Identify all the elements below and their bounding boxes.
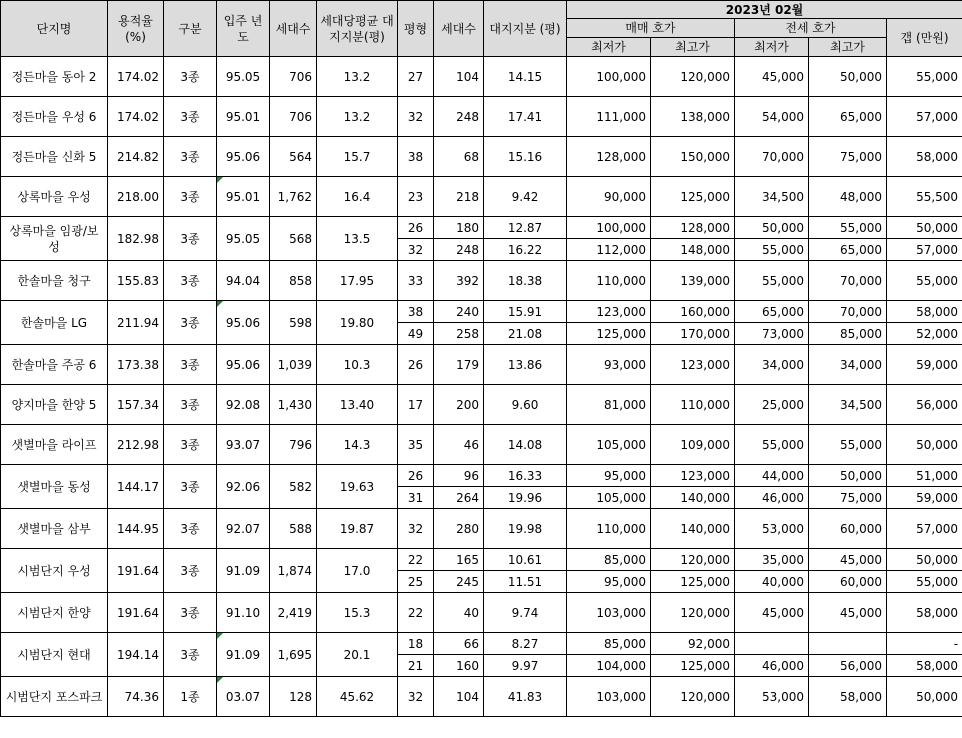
sale-max-cell: 120,000 [651,593,735,633]
pyeong-cell: 22 [398,593,434,633]
zone-cell: 3종 [164,217,217,261]
gap-cell: 55,000 [887,261,962,301]
sale-max-cell: 120,000 [651,677,735,717]
sale-min-cell: 81,000 [567,385,651,425]
header-far: 용적율 (%) [108,1,164,57]
far-cell: 214.82 [108,137,164,177]
zone-cell: 3종 [164,177,217,217]
year-cell: 91.10 [217,593,270,633]
header-households: 세대수 [270,1,317,57]
year-cell: 94.04 [217,261,270,301]
year-cell: 91.09 [217,633,270,677]
header-avg-land: 세대당평균 대지지분(평) [317,1,398,57]
avg-land-cell: 45.62 [317,677,398,717]
complex-name: 샛별마을 동성 [1,465,108,509]
pyeong-cell: 18 [398,633,434,655]
sale-min-cell: 111,000 [567,97,651,137]
header-jeonse: 전세 호가 [735,19,887,38]
sale-min-cell: 95,000 [567,465,651,487]
jeonse-max-cell: 75,000 [809,487,887,509]
complex-name: 시범단지 현대 [1,633,108,677]
complex-name: 정든마을 우성 6 [1,97,108,137]
pyeong-cell: 32 [398,677,434,717]
gap-cell: 51,000 [887,465,962,487]
pyeong-cell: 25 [398,571,434,593]
pyeong-cell: 21 [398,655,434,677]
households-cell: 796 [270,425,317,465]
jeonse-min-cell: 40,000 [735,571,809,593]
header-period: 2023년 02월 [567,1,962,19]
sale-min-cell: 104,000 [567,655,651,677]
jeonse-max-cell: 34,500 [809,385,887,425]
pyeong-cell: 32 [398,97,434,137]
sale-max-cell: 128,000 [651,217,735,239]
avg-land-cell: 13.5 [317,217,398,261]
sale-min-cell: 128,000 [567,137,651,177]
sale-max-cell: 120,000 [651,57,735,97]
far-cell: 173.38 [108,345,164,385]
gap-cell: 50,000 [887,217,962,239]
table-row [1,301,962,323]
table-row [1,593,962,633]
households-cell: 1,430 [270,385,317,425]
land-cell: 8.27 [484,633,567,655]
sale-max-cell: 123,000 [651,345,735,385]
households-cell: 706 [270,97,317,137]
jeonse-min-cell: 45,000 [735,593,809,633]
households-cell: 858 [270,261,317,301]
land-cell: 10.61 [484,549,567,571]
year-cell: 92.07 [217,509,270,549]
gap-cell: 57,000 [887,97,962,137]
zone-cell: 3종 [164,633,217,677]
sale-min-cell: 90,000 [567,177,651,217]
year-cell: 95.06 [217,137,270,177]
far-cell: 144.17 [108,465,164,509]
table-row [1,261,962,301]
gap-cell: 50,000 [887,425,962,465]
sale-min-cell: 110,000 [567,509,651,549]
pyeong-cell: 35 [398,425,434,465]
jeonse-max-cell: 50,000 [809,465,887,487]
avg-land-cell: 14.3 [317,425,398,465]
land-cell: 9.97 [484,655,567,677]
zone-cell: 3종 [164,425,217,465]
sale-min-cell: 103,000 [567,677,651,717]
header-unit-households: 세대수 [434,1,484,57]
table-row [1,57,962,97]
jeonse-min-cell: 25,000 [735,385,809,425]
table-body [1,57,962,717]
unit-households-cell: 46 [434,425,484,465]
far-cell: 211.94 [108,301,164,345]
unit-households-cell: 68 [434,137,484,177]
sale-max-cell: 125,000 [651,177,735,217]
complex-name: 양지마을 한양 5 [1,385,108,425]
pyeong-cell: 27 [398,57,434,97]
unit-households-cell: 280 [434,509,484,549]
pyeong-cell: 38 [398,137,434,177]
year-cell: 93.07 [217,425,270,465]
avg-land-cell: 19.63 [317,465,398,509]
pyeong-cell: 32 [398,239,434,261]
jeonse-max-cell: 70,000 [809,261,887,301]
zone-cell: 3종 [164,345,217,385]
gap-cell: 59,000 [887,487,962,509]
sale-max-cell: 160,000 [651,301,735,323]
complex-name: 한솔마을 LG [1,301,108,345]
sale-min-cell: 95,000 [567,571,651,593]
sale-max-cell: 140,000 [651,509,735,549]
complex-name: 시범단지 우성 [1,549,108,593]
gap-cell: 58,000 [887,593,962,633]
header-sale-min: 최저가 [567,38,651,57]
unit-households-cell: 96 [434,465,484,487]
complex-name: 시범단지 포스파크 [1,677,108,717]
unit-households-cell: 240 [434,301,484,323]
jeonse-max-cell: 65,000 [809,97,887,137]
sale-min-cell: 100,000 [567,57,651,97]
zone-cell: 3종 [164,593,217,633]
avg-land-cell: 15.3 [317,593,398,633]
unit-households-cell: 160 [434,655,484,677]
jeonse-min-cell: 70,000 [735,137,809,177]
year-cell: 92.08 [217,385,270,425]
sale-max-cell: 139,000 [651,261,735,301]
year-cell: 95.01 [217,97,270,137]
avg-land-cell: 13.2 [317,57,398,97]
zone-cell: 3종 [164,465,217,509]
jeonse-max-cell: 60,000 [809,571,887,593]
jeonse-max-cell: 55,000 [809,425,887,465]
gap-cell: 52,000 [887,323,962,345]
complex-name: 상록마을 임광/보성 [1,217,108,261]
sale-max-cell: 170,000 [651,323,735,345]
jeonse-max-cell: 65,000 [809,239,887,261]
table-row [1,425,962,465]
gap-cell: 59,000 [887,345,962,385]
jeonse-max-cell: 50,000 [809,57,887,97]
sale-min-cell: 85,000 [567,633,651,655]
zone-cell: 3종 [164,261,217,301]
jeonse-min-cell: 34,500 [735,177,809,217]
land-cell: 16.33 [484,465,567,487]
land-cell: 13.86 [484,345,567,385]
pyeong-cell: 22 [398,549,434,571]
table-row [1,677,962,717]
unit-households-cell: 258 [434,323,484,345]
zone-cell: 3종 [164,137,217,177]
zone-cell: 3종 [164,301,217,345]
complex-name: 상록마을 우성 [1,177,108,217]
zone-cell: 3종 [164,549,217,593]
avg-land-cell: 13.40 [317,385,398,425]
gap-cell: 55,000 [887,571,962,593]
pyeong-cell: 31 [398,487,434,509]
table-row [1,465,962,487]
jeonse-max-cell: 34,000 [809,345,887,385]
far-cell: 174.02 [108,57,164,97]
complex-name: 시범단지 한양 [1,593,108,633]
sale-max-cell: 109,000 [651,425,735,465]
sale-max-cell: 148,000 [651,239,735,261]
year-cell: 92.06 [217,465,270,509]
table-row [1,549,962,571]
households-cell: 1,762 [270,177,317,217]
gap-cell: 55,500 [887,177,962,217]
jeonse-max-cell: 60,000 [809,509,887,549]
jeonse-max-cell: 45,000 [809,593,887,633]
jeonse-max-cell: 85,000 [809,323,887,345]
jeonse-min-cell: 34,000 [735,345,809,385]
land-cell: 19.96 [484,487,567,509]
land-cell: 41.83 [484,677,567,717]
far-cell: 74.36 [108,677,164,717]
sale-min-cell: 93,000 [567,345,651,385]
land-cell: 19.98 [484,509,567,549]
zone-cell: 3종 [164,57,217,97]
header-land: 대지지분 (평) [484,1,567,57]
sale-max-cell: 125,000 [651,571,735,593]
households-cell: 1,695 [270,633,317,677]
jeonse-min-cell: 53,000 [735,509,809,549]
complex-name: 한솔마을 주공 6 [1,345,108,385]
header-zone: 구분 [164,1,217,57]
table-row [1,509,962,549]
far-cell: 191.64 [108,549,164,593]
avg-land-cell: 10.3 [317,345,398,385]
households-cell: 128 [270,677,317,717]
complex-name: 샛별마을 삼부 [1,509,108,549]
households-cell: 598 [270,301,317,345]
avg-land-cell: 13.2 [317,97,398,137]
jeonse-min-cell: 73,000 [735,323,809,345]
year-cell: 91.09 [217,549,270,593]
gap-cell: 56,000 [887,385,962,425]
header-pyeong: 평형 [398,1,434,57]
table-row [1,177,962,217]
gap-cell: 58,000 [887,301,962,323]
far-cell: 155.83 [108,261,164,301]
land-cell: 9.60 [484,385,567,425]
sale-min-cell: 110,000 [567,261,651,301]
pyeong-cell: 26 [398,465,434,487]
jeonse-max-cell: 58,000 [809,677,887,717]
pyeong-cell: 33 [398,261,434,301]
complex-name: 정든마을 신화 5 [1,137,108,177]
sale-max-cell: 125,000 [651,655,735,677]
pyeong-cell: 38 [398,301,434,323]
jeonse-min-cell: 55,000 [735,239,809,261]
jeonse-min-cell: 65,000 [735,301,809,323]
far-cell: 194.14 [108,633,164,677]
jeonse-min-cell: 55,000 [735,261,809,301]
header-name: 단지명 [1,1,108,57]
complex-name: 샛별마을 라이프 [1,425,108,465]
header-sale: 매매 호가 [567,19,735,38]
households-cell: 1,874 [270,549,317,593]
avg-land-cell: 19.80 [317,301,398,345]
year-cell: 95.06 [217,301,270,345]
sale-min-cell: 112,000 [567,239,651,261]
jeonse-min-cell [735,633,809,655]
jeonse-max-cell: 55,000 [809,217,887,239]
unit-households-cell: 104 [434,57,484,97]
avg-land-cell: 19.87 [317,509,398,549]
unit-households-cell: 180 [434,217,484,239]
unit-households-cell: 179 [434,345,484,385]
unit-households-cell: 40 [434,593,484,633]
far-cell: 218.00 [108,177,164,217]
unit-households-cell: 245 [434,571,484,593]
jeonse-min-cell: 54,000 [735,97,809,137]
sale-max-cell: 123,000 [651,465,735,487]
land-cell: 14.15 [484,57,567,97]
land-cell: 21.08 [484,323,567,345]
header-gap: 갭 (만원) [887,19,962,57]
jeonse-min-cell: 46,000 [735,655,809,677]
table-row [1,137,962,177]
pyeong-cell: 49 [398,323,434,345]
jeonse-min-cell: 45,000 [735,57,809,97]
table-row [1,385,962,425]
households-cell: 706 [270,57,317,97]
pyeong-cell: 32 [398,509,434,549]
sale-max-cell: 110,000 [651,385,735,425]
far-cell: 174.02 [108,97,164,137]
gap-cell: 57,000 [887,239,962,261]
land-cell: 15.16 [484,137,567,177]
unit-households-cell: 248 [434,239,484,261]
jeonse-max-cell: 45,000 [809,549,887,571]
table-row [1,217,962,239]
jeonse-min-cell: 55,000 [735,425,809,465]
households-cell: 564 [270,137,317,177]
jeonse-max-cell: 48,000 [809,177,887,217]
avg-land-cell: 15.7 [317,137,398,177]
avg-land-cell: 20.1 [317,633,398,677]
jeonse-max-cell [809,633,887,655]
pyeong-cell: 23 [398,177,434,217]
gap-cell: 55,000 [887,57,962,97]
gap-cell: - [887,633,962,655]
avg-land-cell: 17.0 [317,549,398,593]
jeonse-max-cell: 75,000 [809,137,887,177]
far-cell: 182.98 [108,217,164,261]
far-cell: 157.34 [108,385,164,425]
sale-min-cell: 85,000 [567,549,651,571]
table-row [1,97,962,137]
sale-min-cell: 100,000 [567,217,651,239]
land-cell: 12.87 [484,217,567,239]
sale-min-cell: 123,000 [567,301,651,323]
households-cell: 1,039 [270,345,317,385]
unit-households-cell: 66 [434,633,484,655]
avg-land-cell: 16.4 [317,177,398,217]
pyeong-cell: 17 [398,385,434,425]
table-row [1,345,962,385]
land-cell: 14.08 [484,425,567,465]
land-cell: 9.42 [484,177,567,217]
sale-max-cell: 150,000 [651,137,735,177]
households-cell: 588 [270,509,317,549]
header-jeonse-min: 최저가 [735,38,809,57]
complex-name: 한솔마을 청구 [1,261,108,301]
pyeong-cell: 26 [398,345,434,385]
unit-households-cell: 248 [434,97,484,137]
households-cell: 568 [270,217,317,261]
zone-cell: 3종 [164,385,217,425]
header-sale-max: 최고가 [651,38,735,57]
unit-households-cell: 200 [434,385,484,425]
year-cell: 95.06 [217,345,270,385]
year-cell: 03.07 [217,677,270,717]
far-cell: 191.64 [108,593,164,633]
year-cell: 95.05 [217,57,270,97]
sale-max-cell: 120,000 [651,549,735,571]
jeonse-max-cell: 56,000 [809,655,887,677]
sale-max-cell: 138,000 [651,97,735,137]
year-cell: 95.05 [217,217,270,261]
land-cell: 16.22 [484,239,567,261]
land-cell: 17.41 [484,97,567,137]
zone-cell: 3종 [164,509,217,549]
jeonse-min-cell: 53,000 [735,677,809,717]
unit-households-cell: 392 [434,261,484,301]
header-jeonse-max: 최고가 [809,38,887,57]
sale-min-cell: 105,000 [567,425,651,465]
gap-cell: 58,000 [887,655,962,677]
zone-cell: 3종 [164,97,217,137]
sale-min-cell: 103,000 [567,593,651,633]
gap-cell: 58,000 [887,137,962,177]
header-year: 입주 년도 [217,1,270,57]
jeonse-min-cell: 46,000 [735,487,809,509]
land-cell: 9.74 [484,593,567,633]
far-cell: 144.95 [108,509,164,549]
far-cell: 212.98 [108,425,164,465]
sale-min-cell: 105,000 [567,487,651,509]
jeonse-min-cell: 35,000 [735,549,809,571]
gap-cell: 57,000 [887,509,962,549]
land-cell: 15.91 [484,301,567,323]
zone-cell: 1종 [164,677,217,717]
jeonse-max-cell: 70,000 [809,301,887,323]
households-cell: 582 [270,465,317,509]
table-row [1,633,962,655]
households-cell: 2,419 [270,593,317,633]
unit-households-cell: 264 [434,487,484,509]
sale-min-cell: 125,000 [567,323,651,345]
sale-max-cell: 92,000 [651,633,735,655]
gap-cell: 50,000 [887,677,962,717]
land-cell: 18.38 [484,261,567,301]
year-cell: 95.01 [217,177,270,217]
unit-households-cell: 218 [434,177,484,217]
complex-name: 정든마을 동아 2 [1,57,108,97]
table-header [1,1,962,57]
avg-land-cell: 17.95 [317,261,398,301]
jeonse-min-cell: 44,000 [735,465,809,487]
unit-households-cell: 165 [434,549,484,571]
sale-max-cell: 140,000 [651,487,735,509]
land-cell: 11.51 [484,571,567,593]
gap-cell: 50,000 [887,549,962,571]
unit-households-cell: 104 [434,677,484,717]
jeonse-min-cell: 50,000 [735,217,809,239]
pyeong-cell: 26 [398,217,434,239]
